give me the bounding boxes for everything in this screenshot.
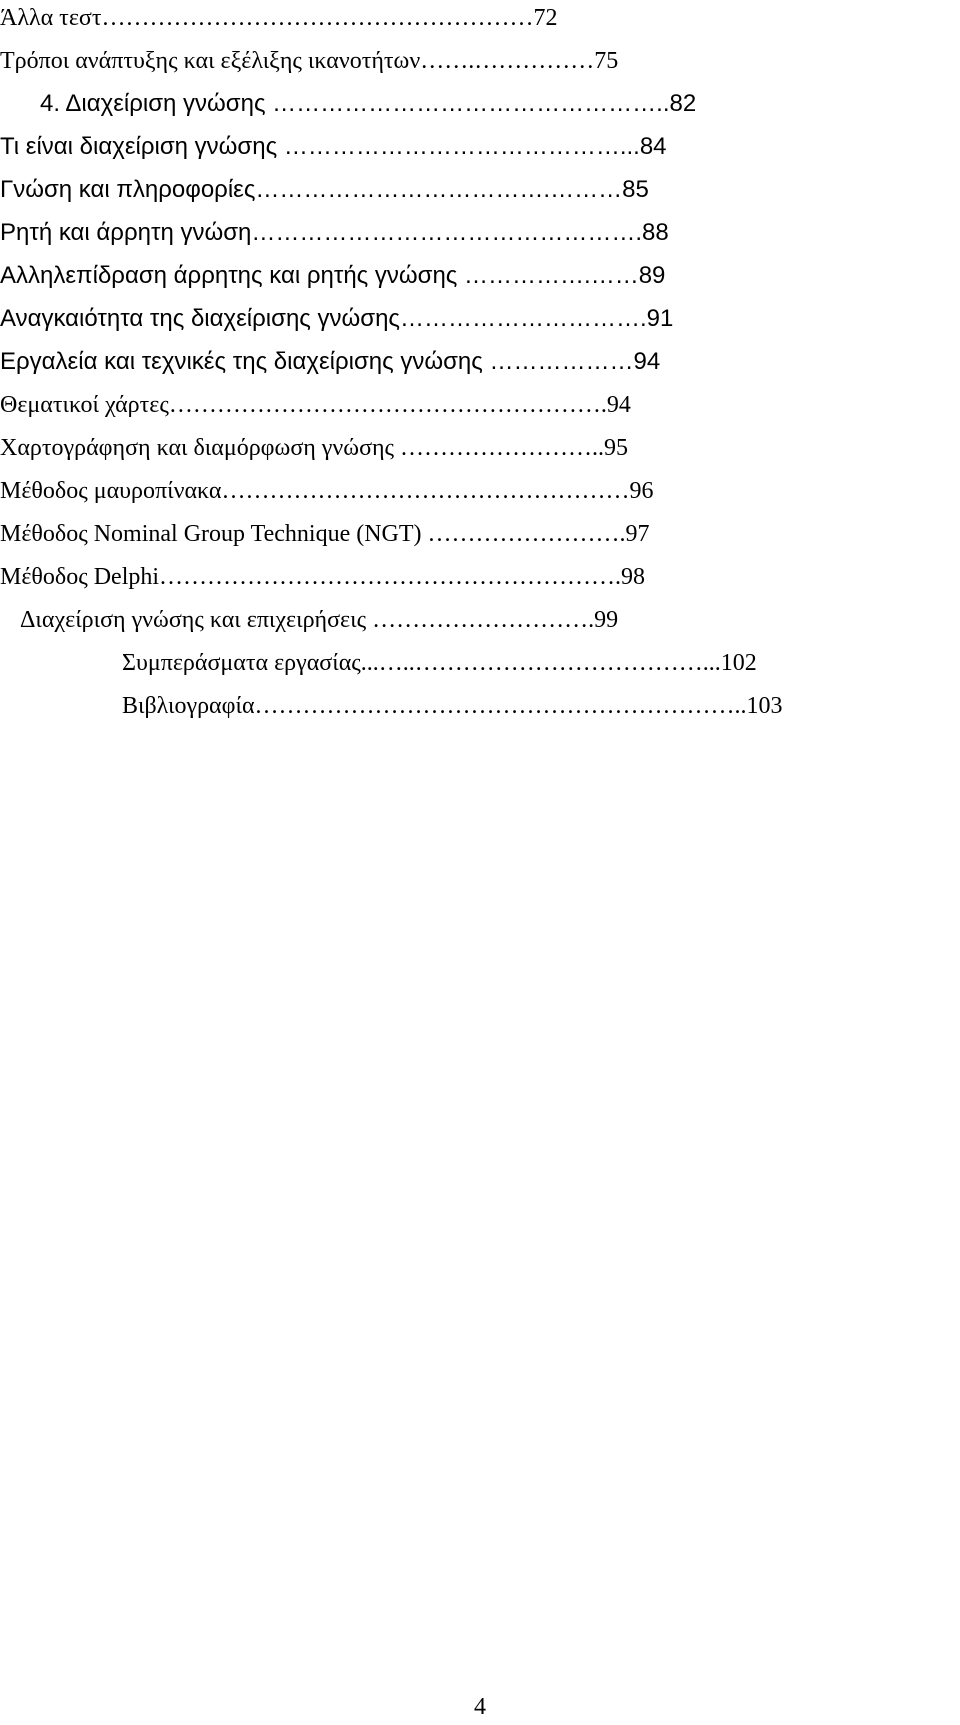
toc-entry-alla-test: Άλλα τεστ………………………………………………72: [0, 5, 558, 31]
page-number: 4: [474, 1694, 486, 1720]
toc-entry-ngt: Μέθοδος Nominal Group Technique (NGT) …………………….97: [0, 521, 650, 547]
toc-entry-ergaleia-texnikes: Εργαλεία και τεχνικές της διαχείρισης γνώσης ………………94: [0, 348, 661, 375]
toc-entry-delphi: Μέθοδος Delphi………………………………………………….98: [0, 564, 646, 590]
toc-entry-thematikoi-xartes: Θεματικοί χάρτες……………………………………………….94: [0, 392, 631, 418]
toc-entry-riti-arriti: Ρητή και άρρητη γνώση………………………………………….88: [0, 219, 669, 246]
toc-entry-ti-einai-diaxeirisi: Τι είναι διαχείριση γνώσης ……………………………………...84: [0, 133, 667, 160]
toc-entry-symperasmata: Συμπεράσματα εργασίας...…..………………………………...102: [122, 650, 757, 676]
toc-entry-section-4-diaxeirisi-gnosis: 4. Διαχείριση γνώσης …………………………………………..82: [40, 90, 697, 117]
toc-entry-mavropinaka: Μέθοδος μαυροπίνακα……………………………………………96: [0, 478, 654, 504]
toc-entry-allilepidrasi: Αλληλεπίδραση άρρητης και ρητής γνώσης …………….……89: [0, 262, 666, 289]
toc-entry-vivliografia: Βιβλιογραφία……………………………………………………..103: [122, 693, 783, 719]
toc-entry-gnosi-plirofories: Γνώση και πληροφορίες……………………………….………85: [0, 176, 649, 203]
toc-entry-anagkaiotita: Αναγκαιότητα της διαχείρισης γνώσης………………………….91: [0, 305, 674, 332]
toc-entry-diaxeirisi-epixeiriseis: Διαχείριση γνώσης και επιχειρήσεις ……………………….99: [20, 607, 619, 633]
toc-entry-xartografisi: Χαρτογράφηση και διαμόρφωση γνώσης ……………………..95: [0, 435, 629, 461]
toc-entry-tropoi-anaptyxis: Τρόποι ανάπτυξης και εξέλιξης ικανοτήτων…….……………75: [0, 48, 619, 74]
